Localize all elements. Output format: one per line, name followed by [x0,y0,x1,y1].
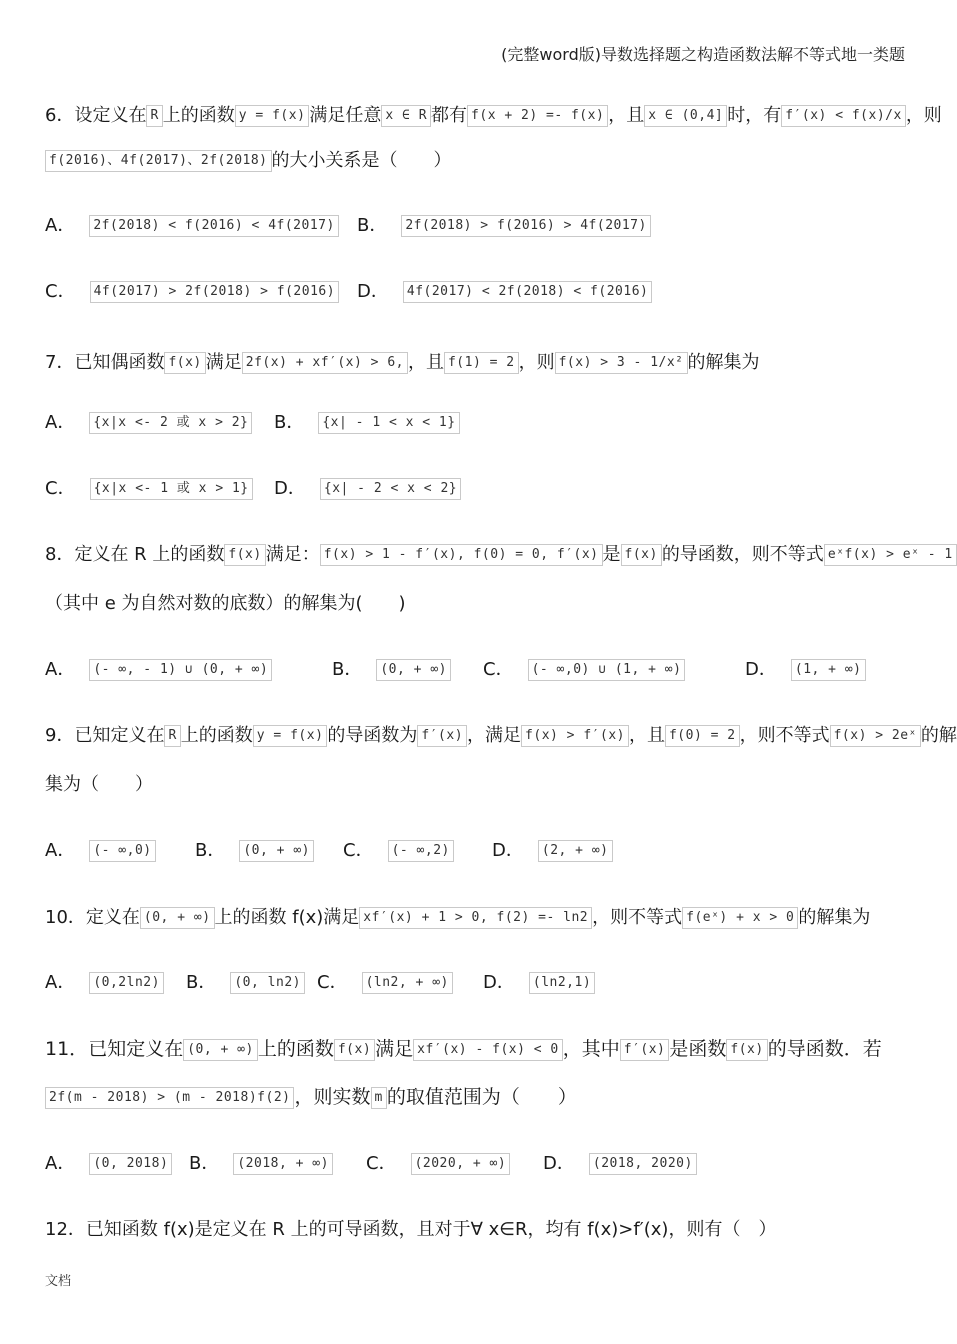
question-9-line-2 [45,772,905,798]
question-8-line-1 [45,542,953,568]
option-label: D． [483,972,515,993]
math-expression: R [146,105,162,127]
math-expression: m [371,1087,387,1109]
question-text: 定义在 R 上的函数 [74,544,225,565]
option-value: (1, + ∞) [791,659,866,681]
question-text: ，则 [905,105,942,126]
option-value: (- ∞,2) [388,840,454,862]
question-text: 定义在 [85,907,140,928]
option-label: C． [366,1153,397,1174]
option-c [45,279,339,305]
option-label: A． [45,840,76,861]
question-6-line-1 [45,103,942,129]
question-text: 上的函数 [180,725,253,746]
option-value: (- ∞, - 1) ∪ (0, + ∞) [89,659,272,681]
question-number: 7． [45,352,75,373]
question-text: ，其中 [562,1038,620,1060]
math-expression: eˣf(x) > eˣ - 1 [824,544,957,566]
question-text: （其中 e 为自然对数的底数）的解集为( ) [45,593,406,614]
option-label: C． [317,972,348,993]
math-expression: f(eˣ) + x > 0 [682,907,798,929]
option-value: {x| - 1 < x < 1} [318,412,459,434]
question-text: 的导函数，则不等式 [661,544,824,565]
question-text: ，则不等式 [739,725,830,746]
question-text: 是函数 [669,1038,727,1060]
question-text: 的解 [920,725,957,746]
question-text: ，则实数 [294,1086,371,1108]
math-expression: xf′(x) - f(x) < 0 [413,1039,563,1061]
math-expression: xf′(x) + 1 > 0, f(2) =- ln2 [359,907,592,929]
question-text: 已知定义在 [74,725,165,746]
option-b [357,213,651,239]
math-expression: f(x) [164,352,205,374]
question-text: 的解集为 [798,907,871,928]
question-10-line-1 [45,905,905,931]
option-label: A． [45,215,76,236]
question-number: 12． [45,1219,86,1240]
question-text: ，且 [628,725,665,746]
option-c [343,838,454,864]
math-expression: f′(x) [417,725,467,747]
option-value: (- ∞,0) [89,840,155,862]
math-expression: (0, + ∞) [183,1039,258,1061]
option-label: A． [45,659,76,680]
option-d [543,1151,697,1177]
option-label: A． [45,972,76,993]
question-text: 满足 [375,1038,414,1060]
question-number: 10． [45,907,86,928]
document-header: (完整word版)导数选择题之构造函数法解不等式地一类题 [501,45,905,64]
question-text: 满足： [265,544,320,565]
question-text: 都有 [431,105,468,126]
math-expression: f(x) [334,1039,375,1061]
option-c [366,1151,510,1177]
option-label: C． [45,281,76,302]
question-text: ，且 [407,352,444,373]
option-label: B． [332,659,363,680]
option-a [45,213,339,239]
question-text: 是 [602,544,621,565]
question-text: ，满足 [467,725,522,746]
math-expression: f′(x) < f(x)/x [781,105,906,127]
option-value: (2018, + ∞) [233,1153,333,1175]
option-value: 2f(2018) < f(2016) < 4f(2017) [89,215,338,237]
option-c [45,476,253,502]
option-value: (ln2,1) [529,972,595,994]
option-a [45,970,164,996]
option-value: (0, 2018) [89,1153,172,1175]
option-b [274,410,460,436]
option-d [492,838,613,864]
math-expression: f(x) [726,1039,767,1061]
question-text: 满足任意 [309,105,382,126]
option-b [186,970,305,996]
question-text: 已知函数 f(x)是定义在 R 上的可导函数，且对于∀ x∈R，均有 f(x)>f′(x)，则有（ ） [85,1219,777,1240]
option-label: B． [186,972,217,993]
math-expression: y = f(x) [253,725,328,747]
question-text: 上的函数 [257,1038,334,1060]
question-text: 已知定义在 [88,1038,184,1060]
math-expression: f(x) > 2eˣ [830,725,921,747]
option-value: (0, + ∞) [376,659,451,681]
option-b [332,657,451,683]
option-label: B． [189,1153,220,1174]
math-expression: f(x) > 3 - 1/x² [555,352,688,374]
question-12-line-1 [45,1217,905,1243]
math-expression: f(x) > f′(x) [521,725,629,747]
option-label: D． [543,1153,575,1174]
option-value: (ln2, + ∞) [362,972,453,994]
option-value: 2f(2018) > f(2016) > 4f(2017) [401,215,650,237]
option-d [483,970,595,996]
option-c [483,657,685,683]
question-number: 9． [45,725,75,746]
option-label: A． [45,1153,76,1174]
question-text: 设定义在 [74,105,147,126]
option-a [45,410,252,436]
question-text: 满足 [205,352,242,373]
question-text: 的导函数．若 [767,1038,882,1060]
option-value: 4f(2017) > 2f(2018) > f(2016) [90,281,339,303]
question-text: 的导函数为 [327,725,418,746]
math-expression: f(x) [224,544,265,566]
question-number: 6． [45,105,75,126]
option-value: (2018, 2020) [589,1153,697,1175]
question-text: 时，有 [727,105,782,126]
question-number: 11． [45,1038,89,1060]
option-value: (0, ln2) [230,972,305,994]
math-expression: f(1) = 2 [444,352,519,374]
question-number: 8． [45,544,75,565]
question-text: ，且 [608,105,645,126]
option-label: B． [357,215,388,236]
option-value: (2, + ∞) [538,840,613,862]
question-text: 上的函数 f(x)满足 [214,907,360,928]
option-a [45,1151,172,1177]
option-value: (0,2ln2) [89,972,164,994]
option-label: C． [45,478,76,499]
question-text: 的大小关系是（ ） [271,150,452,171]
math-expression: x ∈ R [381,105,431,127]
option-value: {x| - 2 < x < 2} [320,478,461,500]
question-text: 已知偶函数 [74,352,165,373]
option-value: 4f(2017) < 2f(2018) < f(2016) [403,281,652,303]
option-value: (- ∞,0) ∪ (1, + ∞) [528,659,686,681]
option-value: (2020, + ∞) [411,1153,511,1175]
math-expression: f(x) [621,544,662,566]
question-7-line-1 [45,350,905,376]
option-label: C． [343,840,374,861]
option-a [45,838,156,864]
option-label: C． [483,659,514,680]
option-b [189,1151,333,1177]
question-text: ，则不等式 [592,907,683,928]
question-8-line-2 [45,591,905,617]
option-d [357,279,652,305]
option-value: {x|x <- 2 或 x > 2} [89,412,252,434]
math-expression: f(x) > 1 - f′(x), f(0) = 0, f′(x) [320,544,603,566]
question-11-line-1 [45,1036,905,1062]
question-6-line-2 [45,148,905,174]
question-text: 的解集为 [687,352,760,373]
math-expression: 2f(x) + xf′(x) > 6, [242,352,408,374]
option-label: B． [195,840,226,861]
math-expression: f(x + 2) =- f(x) [467,105,608,127]
question-text: 集为（ ） [45,774,153,795]
option-value: {x|x <- 1 或 x > 1} [90,478,253,500]
option-d [274,476,461,502]
document-footer: 文档 [45,1274,72,1289]
option-label: B． [274,412,305,433]
math-expression: y = f(x) [235,105,310,127]
question-9-line-1 [45,723,957,749]
math-expression: R [164,725,180,747]
math-expression: x ∈ (0,4] [644,105,727,127]
math-expression: (0, + ∞) [140,907,215,929]
option-label: A． [45,412,76,433]
option-label: D． [745,659,777,680]
option-label: D． [357,281,389,302]
question-11-line-2 [45,1084,905,1110]
math-expression: f′(x) [620,1039,670,1061]
option-label: D． [274,478,306,499]
math-expression: 2f(m - 2018) > (m - 2018)f(2) [45,1087,294,1109]
option-b [195,838,314,864]
option-d [745,657,866,683]
option-a [45,657,272,683]
question-text: 的取值范围为（ ） [386,1086,577,1108]
option-c [317,970,453,996]
question-text: 上的函数 [162,105,235,126]
option-label: D． [492,840,524,861]
math-expression: f(2016)、4f(2017)、2f(2018) [45,150,272,172]
math-expression: f(0) = 2 [665,725,740,747]
option-value: (0, + ∞) [239,840,314,862]
question-text: ，则 [518,352,555,373]
